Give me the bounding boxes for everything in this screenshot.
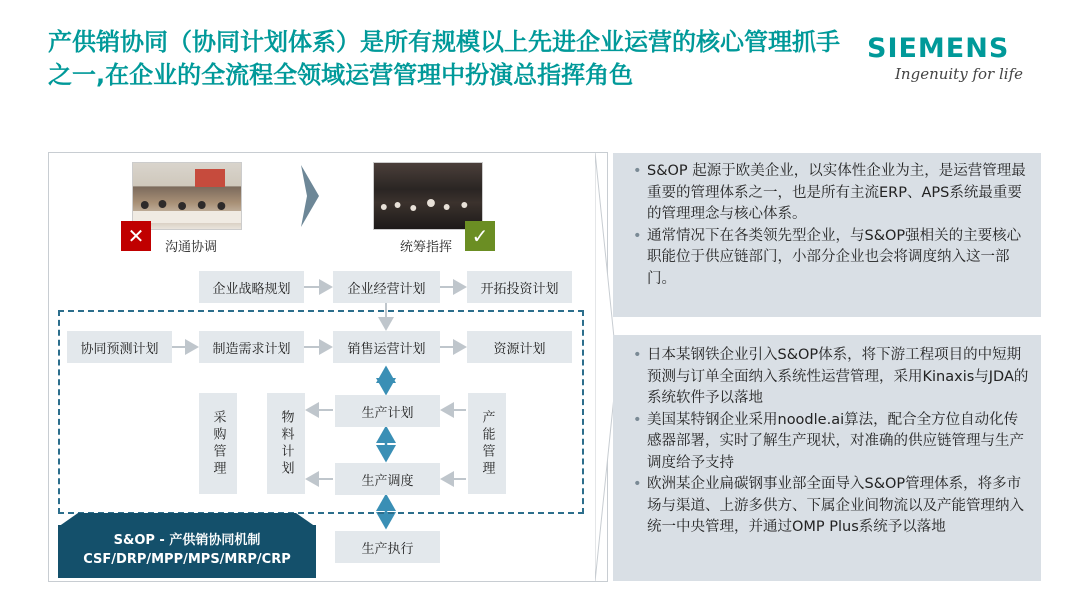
box-capacity: 产能管理: [468, 393, 506, 494]
title-line-1: 产供销协同（协同计划体系）是所有规模以上先进企业运营的核心管理抓手: [48, 28, 840, 56]
box-forecast-plan: 协同预测计划: [67, 331, 172, 363]
right-caption: 统筹指挥: [400, 240, 453, 255]
box-execution: 生产执行: [335, 531, 440, 563]
box-strategy: 企业战略规划: [199, 271, 304, 303]
sop-mechanism-banner: [58, 525, 316, 578]
box-sop-plan: 销售运营计划: [333, 331, 440, 363]
list-item: • 欧洲某企业扁碳钢事业部全面导入S&OP管理体系，将多市场与渠道、上游多供方、下属企业间物流以及产能管理纳入统一中央管理，并通过OMP Plus系统予以落地: [633, 474, 1029, 539]
left-caption: 沟通协调: [165, 240, 218, 255]
box-investment-plan: 开拓投资计划: [467, 271, 572, 303]
list-item: • S&OP 起源于欧美企业，以实体性企业为主，是运营管理最重要的管理体系之一，也是所有主流ERP、APS系统最重要的管理理念与核心体系。: [633, 161, 1029, 226]
box-business-plan: 企业经营计划: [333, 271, 440, 303]
list-item: • 通常情况下在各类领先型企业，与S&OP强相关的主要核心职能位于供应链部门，小部分企业也会将调度纳入这一部门。: [633, 226, 1029, 291]
box-mfg-demand-plan: 制造需求计划: [199, 331, 304, 363]
title-line-2: 之一,在企业的全流程全领域运营管理中扮演总指挥角色: [48, 61, 634, 89]
box-scheduling: 生产调度: [335, 463, 440, 495]
box-production-plan: 生产计划: [335, 395, 440, 427]
logo-tagline: Ingenuity for life: [895, 65, 1023, 83]
list-item: • 日本某钢铁企业引入S&OP体系，将下游工程项目的中短期预测与订单全面纳入系统性运营管理，采用Kinaxis与JDA的系统软件予以落地: [633, 345, 1029, 410]
box-resource-plan: 资源计划: [467, 331, 572, 363]
box-material-plan: 物料计划: [267, 393, 305, 494]
check-icon: ✓: [465, 221, 495, 251]
list-item: • 美国某特钢企业采用noodle.ai算法，配合全方位自动化传感器部署，实时了解生产现状，对准确的供应链管理与生产调度给予支持: [633, 410, 1029, 475]
cross-icon: ✕: [121, 221, 151, 251]
mechanism-title: S&OP - 产供销协同机制: [113, 533, 261, 548]
panel-case-studies: [613, 335, 1041, 581]
logo-wordmark: SIEMENS: [867, 33, 1010, 64]
mechanism-acronyms: CSF/DRP/MPP/MPS/MRP/CRP: [83, 552, 291, 567]
panel-sop-origin: [613, 153, 1041, 317]
box-procurement: 采购管理: [199, 393, 237, 494]
